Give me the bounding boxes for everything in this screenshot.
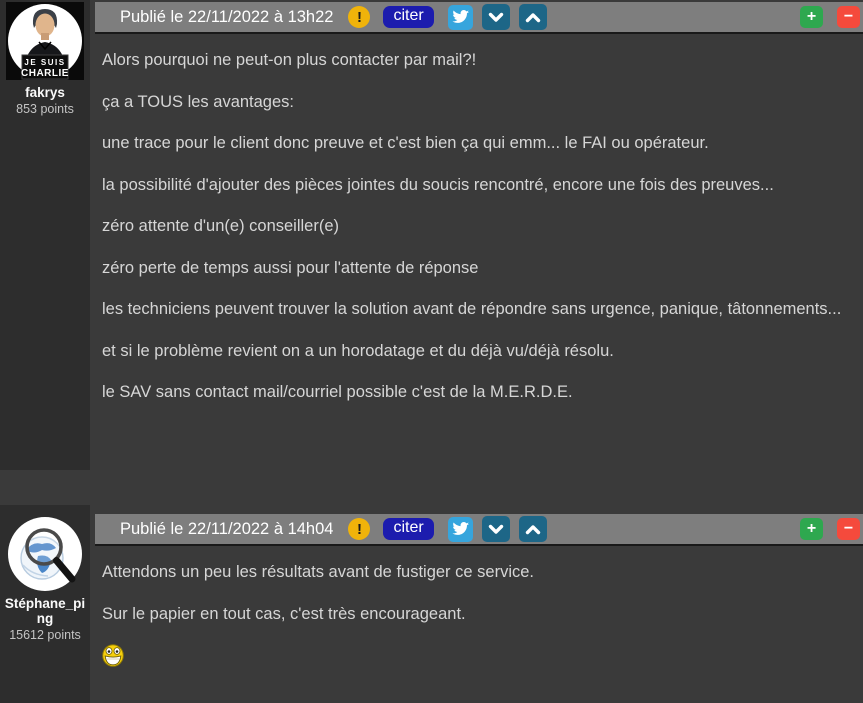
quote-button[interactable]: citer	[383, 6, 433, 28]
post-paragraph: et si le problème revient on a un horodatage et du déjà vu/déjà résolu.	[102, 341, 614, 360]
chevron-up-icon	[525, 524, 541, 535]
expand-post-button[interactable]	[519, 516, 547, 542]
chevron-down-icon	[488, 12, 504, 23]
post-paragraph	[102, 643, 845, 668]
avatar-globe-magnifier[interactable]	[8, 517, 82, 591]
post-paragraph: la possibilité d'ajouter des pièces jointes du soucis rencontré, encore une fois des preuves...	[102, 175, 774, 194]
publish-date: Publié le 22/11/2022 à 13h22	[120, 7, 334, 26]
avatar-sign-line1: JE SUIS	[24, 58, 66, 67]
post-main-1	[90, 0, 863, 470]
expand-post-button[interactable]	[519, 4, 547, 30]
avatar-sign-line2: CHARLIE	[21, 68, 69, 79]
post-header-bar	[95, 514, 863, 546]
author-username[interactable]: fakrys	[25, 85, 65, 100]
author-username[interactable]: Stéphane_ping	[4, 596, 86, 626]
post-paragraph: zéro attente d'un(e) conseiller(e)	[102, 217, 340, 235]
post-header-bar	[95, 2, 863, 34]
post-content	[90, 34, 863, 422]
twitter-bird-icon	[452, 10, 469, 24]
author-points: 15612 points	[9, 628, 81, 642]
upvote-button[interactable]: +	[800, 6, 823, 28]
post-paragraph: zéro perte de temps aussi pour l'attente de réponse	[102, 258, 479, 277]
post-paragraph: les techniciens peuvent trouver la solution avant de répondre sans urgence, panique, tâtonnements...	[102, 300, 842, 318]
twitter-bird-icon	[452, 522, 469, 536]
chevron-up-icon	[525, 12, 541, 23]
post-paragraph: Alors pourquoi ne peut-on plus contacter par mail?!	[102, 51, 477, 69]
forum-post-2	[0, 505, 863, 703]
post-paragraph: le SAV sans contact mail/courriel possible c'est de la M.E.R.D.E.	[102, 383, 573, 401]
post-paragraph: Sur le papier en tout cas, c'est très encourageant.	[102, 604, 466, 623]
collapse-post-button[interactable]	[482, 4, 510, 30]
report-icon[interactable]: !	[348, 6, 370, 28]
post-paragraph: une trace pour le client donc preuve et c'est bien ça qui emm... le FAI ou opérateur.	[102, 134, 709, 152]
downvote-button[interactable]: −	[837, 6, 860, 28]
avatar-je-suis-charlie[interactable]	[6, 2, 84, 80]
author-points: 853 points	[16, 102, 74, 116]
author-column-1	[0, 0, 90, 470]
post-paragraph: Attendons un peu les résultats avant de fustiger ce service.	[102, 563, 534, 581]
author-column-2	[0, 505, 90, 703]
post-main-2	[90, 505, 863, 703]
collapse-post-button[interactable]	[482, 516, 510, 542]
grinning-smiley-icon	[102, 644, 124, 667]
upvote-button[interactable]: +	[800, 518, 823, 540]
twitter-share-button[interactable]	[448, 517, 473, 542]
post-paragraph: ça a TOUS les avantages:	[102, 92, 294, 111]
chevron-down-icon	[488, 524, 504, 535]
twitter-share-button[interactable]	[448, 5, 473, 30]
report-icon[interactable]: !	[348, 518, 370, 540]
post-content	[90, 546, 863, 685]
downvote-button[interactable]: −	[837, 518, 860, 540]
publish-date: Publié le 22/11/2022 à 14h04	[120, 519, 334, 538]
quote-button[interactable]: citer	[383, 518, 433, 540]
